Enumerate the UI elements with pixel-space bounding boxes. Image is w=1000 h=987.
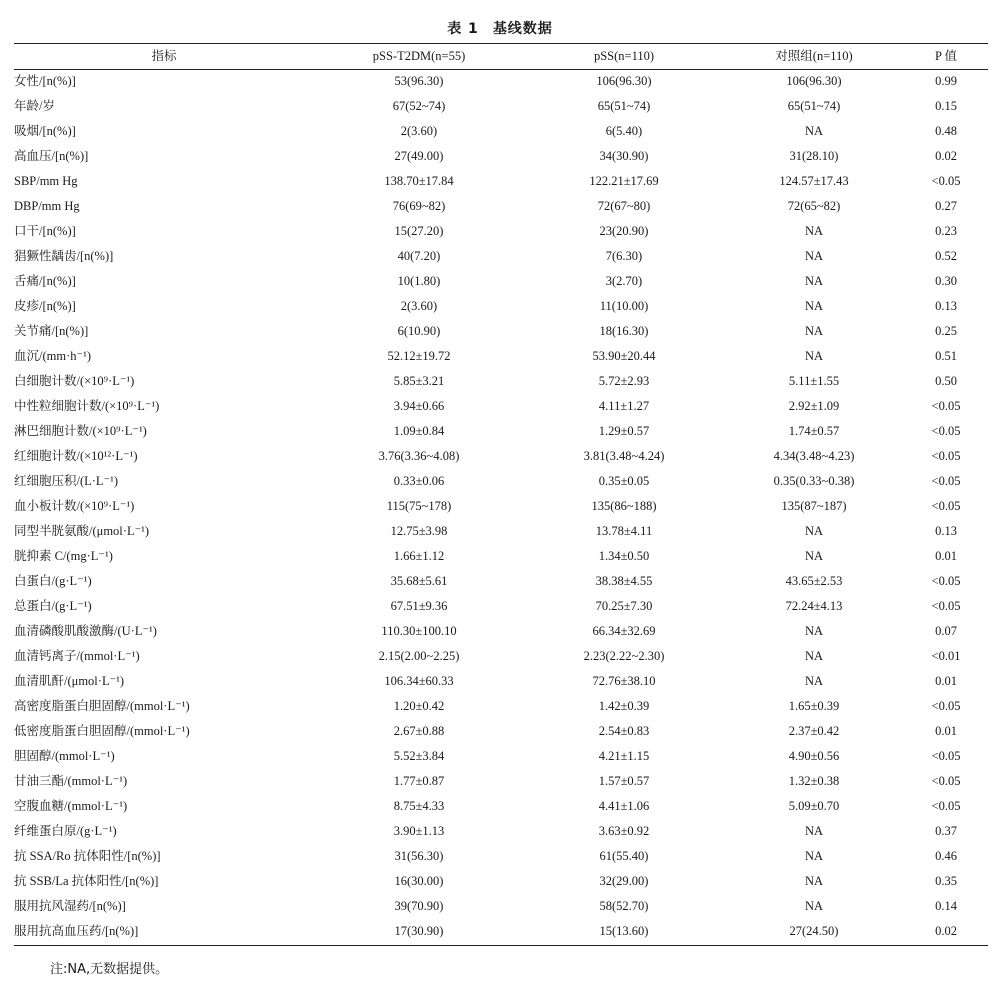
indicator-cell: 抗 SSA/Ro 抗体阳性/[n(%)] <box>14 849 161 863</box>
indicator-cell: 关节痛/[n(%)] <box>14 324 89 338</box>
table-row <box>14 294 988 319</box>
pss-t2dm-cell: 3.76(3.36~4.08) <box>378 449 460 463</box>
p-value-cell: <0.05 <box>931 699 961 713</box>
p-value-cell: 0.07 <box>935 624 957 638</box>
table-row <box>14 719 988 744</box>
pss-cell: 1.29±0.57 <box>598 424 650 438</box>
indicator-cell: 同型半胱氨酸/(μmol·L⁻¹) <box>14 524 150 538</box>
table-row <box>14 919 988 944</box>
p-value-cell: 0.01 <box>935 549 957 563</box>
pss-t2dm-cell: 138.70±17.84 <box>384 174 454 188</box>
table-row <box>14 269 988 294</box>
table-row <box>14 544 988 569</box>
baseline-data-table <box>14 44 988 944</box>
control-cell: 124.57±17.43 <box>779 174 849 188</box>
pss-cell: 2.54±0.83 <box>598 724 650 738</box>
p-value-cell: <0.05 <box>931 774 961 788</box>
pss-cell: 0.35±0.05 <box>598 474 650 488</box>
pss-cell: 38.38±4.55 <box>595 574 653 588</box>
table-caption-title: 基线数据 <box>492 21 553 37</box>
table-row <box>14 169 988 194</box>
indicator-cell: 中性粒细胞计数/(×10⁹·L⁻¹) <box>14 399 160 413</box>
control-cell: 0.35(0.33~0.38) <box>773 474 855 488</box>
p-value-cell: 0.15 <box>935 99 957 113</box>
table-row <box>14 219 988 244</box>
control-cell: 1.65±0.39 <box>788 699 840 713</box>
pss-t2dm-cell: 17(30.90) <box>394 924 444 938</box>
pss-cell: 3.63±0.92 <box>598 824 650 838</box>
pss-cell: 122.21±17.69 <box>589 174 659 188</box>
pss-cell: 61(55.40) <box>599 849 649 863</box>
table-header-row <box>14 44 988 69</box>
p-value-cell: <0.01 <box>931 649 961 663</box>
control-cell: NA <box>804 349 824 363</box>
table-row <box>14 644 988 669</box>
pss-cell: 23(20.90) <box>599 224 649 238</box>
p-value-cell: <0.05 <box>931 749 961 763</box>
control-cell: NA <box>804 274 824 288</box>
control-cell: 43.65±2.53 <box>785 574 843 588</box>
p-value-cell: 0.02 <box>935 149 957 163</box>
control-cell: NA <box>804 849 824 863</box>
p-value-cell: <0.05 <box>931 474 961 488</box>
indicator-cell: 总蛋白/(g·L⁻¹) <box>14 599 92 613</box>
pss-t2dm-cell: 35.68±5.61 <box>390 574 448 588</box>
column-header-pss: pSS(n=110) <box>593 49 655 63</box>
pss-cell: 4.21±1.15 <box>598 749 650 763</box>
indicator-cell: 空腹血糖/(mmol·L⁻¹) <box>14 799 128 813</box>
pss-cell: 7(6.30) <box>605 249 643 263</box>
pss-cell: 1.34±0.50 <box>598 549 650 563</box>
indicator-cell: 血清肌酐/(μmol·L⁻¹) <box>14 674 125 688</box>
p-value-cell: 0.51 <box>935 349 957 363</box>
p-value-cell: <0.05 <box>931 399 961 413</box>
pss-t2dm-cell: 2.15(2.00~2.25) <box>378 649 460 663</box>
table-row <box>14 419 988 444</box>
p-value-cell: 0.02 <box>935 924 957 938</box>
table-row <box>14 244 988 269</box>
table-caption-label: 表 1 <box>447 21 479 37</box>
control-cell: NA <box>804 249 824 263</box>
indicator-cell: 甘油三酯/(mmol·L⁻¹) <box>14 774 128 788</box>
control-cell: NA <box>804 524 824 538</box>
p-value-cell: <0.05 <box>931 174 961 188</box>
table-row <box>14 819 988 844</box>
p-value-cell: 0.48 <box>935 124 957 138</box>
pss-t2dm-cell: 27(49.00) <box>394 149 444 163</box>
pss-cell: 32(29.00) <box>599 874 649 888</box>
pss-t2dm-cell: 5.52±3.84 <box>393 749 445 763</box>
p-value-cell: 0.35 <box>935 874 957 888</box>
p-value-cell: 0.99 <box>935 74 957 88</box>
p-value-cell: <0.05 <box>931 799 961 813</box>
pss-cell: 72(67~80) <box>597 199 651 213</box>
control-cell: NA <box>804 324 824 338</box>
pss-t2dm-cell: 1.20±0.42 <box>393 699 445 713</box>
pss-cell: 1.57±0.57 <box>598 774 650 788</box>
pss-cell: 4.41±1.06 <box>598 799 650 813</box>
pss-cell: 72.76±38.10 <box>592 674 656 688</box>
indicator-cell: 胱抑素 C/(mg·L⁻¹) <box>14 549 113 563</box>
indicator-cell: 血清钙离子/(mmol·L⁻¹) <box>14 649 140 663</box>
pss-cell: 53.90±20.44 <box>592 349 656 363</box>
pss-t2dm-cell: 115(75~178) <box>386 499 452 513</box>
pss-t2dm-cell: 0.33±0.06 <box>393 474 445 488</box>
pss-cell: 11(10.00) <box>599 299 649 313</box>
control-cell: 72.24±4.13 <box>785 599 843 613</box>
pss-cell: 4.11±1.27 <box>598 399 650 413</box>
pss-t2dm-cell: 1.66±1.12 <box>393 549 445 563</box>
table-row <box>14 344 988 369</box>
p-value-cell: 0.27 <box>935 199 957 213</box>
table-row <box>14 594 988 619</box>
table-row <box>14 619 988 644</box>
control-cell: NA <box>804 649 824 663</box>
p-value-cell: <0.05 <box>931 449 961 463</box>
control-cell: NA <box>804 874 824 888</box>
column-header-p-value: P 值 <box>934 49 958 63</box>
table-row <box>14 369 988 394</box>
indicator-cell: 服用抗高血压药/[n(%)] <box>14 924 139 938</box>
control-cell: 27(24.50) <box>789 924 839 938</box>
pss-cell: 106(96.30) <box>596 74 652 88</box>
pss-t2dm-cell: 110.30±100.10 <box>381 624 457 638</box>
pss-t2dm-cell: 3.94±0.66 <box>393 399 445 413</box>
p-value-cell: 0.14 <box>935 899 957 913</box>
pss-cell: 5.72±2.93 <box>598 374 650 388</box>
p-value-cell: 0.13 <box>935 524 957 538</box>
p-value-cell: 0.37 <box>935 824 957 838</box>
p-value-cell: 0.23 <box>935 224 957 238</box>
indicator-cell: DBP/mm Hg <box>14 199 80 213</box>
indicator-cell: 白蛋白/(g·L⁻¹) <box>14 574 92 588</box>
control-cell: NA <box>804 549 824 563</box>
table-row <box>14 694 988 719</box>
pss-t2dm-cell: 8.75±4.33 <box>393 799 445 813</box>
p-value-cell: <0.05 <box>931 499 961 513</box>
control-cell: NA <box>804 824 824 838</box>
table-row <box>14 69 988 94</box>
control-cell: NA <box>804 624 824 638</box>
column-header-pss-t2dm: pSS-T2DM(n=55) <box>372 49 466 63</box>
indicator-cell: 服用抗风湿药/[n(%)] <box>14 899 126 913</box>
control-cell: NA <box>804 299 824 313</box>
pss-t2dm-cell: 12.75±3.98 <box>390 524 448 538</box>
table-row <box>14 469 988 494</box>
pss-t2dm-cell: 6(10.90) <box>397 324 441 338</box>
table-row <box>14 519 988 544</box>
table-row <box>14 319 988 344</box>
control-cell: 4.34(3.48~4.23) <box>773 449 855 463</box>
control-cell: NA <box>804 674 824 688</box>
indicator-cell: 红细胞计数/(×10¹²·L⁻¹) <box>14 449 138 463</box>
pss-cell: 2.23(2.22~2.30) <box>583 649 665 663</box>
table-row <box>14 94 988 119</box>
indicator-cell: 纤维蛋白原/(g·L⁻¹) <box>14 824 117 838</box>
pss-cell: 3.81(3.48~4.24) <box>583 449 665 463</box>
table-row <box>14 744 988 769</box>
control-cell: NA <box>804 899 824 913</box>
control-cell: NA <box>804 124 824 138</box>
indicator-cell: 血小板计数/(×10⁹·L⁻¹) <box>14 499 135 513</box>
pss-cell: 135(86~188) <box>591 499 657 513</box>
column-header-control: 对照组(n=110) <box>775 49 853 63</box>
control-cell: 72(65~82) <box>787 199 841 213</box>
indicator-cell: 猖獗性龋齿/[n(%)] <box>14 249 114 263</box>
pss-cell: 66.34±32.69 <box>592 624 656 638</box>
pss-t2dm-cell: 67(52~74) <box>392 99 446 113</box>
table-footnote: 注:NA,无数据提供。 <box>50 962 169 977</box>
indicator-cell: 淋巴细胞计数/(×10⁹·L⁻¹) <box>14 424 147 438</box>
indicator-cell: 年龄/岁 <box>14 99 55 113</box>
p-value-cell: 0.01 <box>935 674 957 688</box>
table-row <box>14 669 988 694</box>
indicator-cell: 胆固醇/(mmol·L⁻¹) <box>14 749 115 763</box>
column-header-indicator: 指标 <box>151 49 177 63</box>
pss-cell: 18(16.30) <box>599 324 649 338</box>
p-value-cell: 0.25 <box>935 324 957 338</box>
table-row <box>14 569 988 594</box>
pss-cell: 1.42±0.39 <box>598 699 650 713</box>
pss-t2dm-cell: 53(96.30) <box>394 74 444 88</box>
table-row <box>14 194 988 219</box>
pss-t2dm-cell: 39(70.90) <box>394 899 444 913</box>
table-body <box>14 69 988 944</box>
p-value-cell: 0.50 <box>935 374 957 388</box>
indicator-cell: 血清磷酸肌酸激酶/(U·L⁻¹) <box>14 624 157 638</box>
pss-t2dm-cell: 31(56.30) <box>394 849 444 863</box>
indicator-cell: 皮疹/[n(%)] <box>14 299 76 313</box>
table-row <box>14 119 988 144</box>
indicator-cell: 吸烟/[n(%)] <box>14 124 76 138</box>
control-cell: 1.74±0.57 <box>788 424 840 438</box>
control-cell: 31(28.10) <box>789 149 839 163</box>
table-row <box>14 769 988 794</box>
indicator-cell: 高密度脂蛋白胆固醇/(mmol·L⁻¹) <box>14 699 190 713</box>
pss-t2dm-cell: 1.09±0.84 <box>393 424 445 438</box>
indicator-cell: 白细胞计数/(×10⁹·L⁻¹) <box>14 374 135 388</box>
control-cell: NA <box>804 224 824 238</box>
pss-cell: 13.78±4.11 <box>595 524 653 538</box>
p-value-cell: 0.52 <box>935 249 957 263</box>
table-bottom-rule <box>14 945 988 946</box>
pss-t2dm-cell: 2(3.60) <box>400 124 438 138</box>
indicator-cell: 抗 SSB/La 抗体阳性/[n(%)] <box>14 874 159 888</box>
pss-t2dm-cell: 10(1.80) <box>397 274 441 288</box>
pss-t2dm-cell: 5.85±3.21 <box>393 374 445 388</box>
p-value-cell: 0.13 <box>935 299 957 313</box>
indicator-cell: SBP/mm Hg <box>14 174 78 188</box>
pss-t2dm-cell: 1.77±0.87 <box>393 774 445 788</box>
pss-t2dm-cell: 76(69~82) <box>392 199 446 213</box>
table-row <box>14 894 988 919</box>
indicator-cell: 高血压/[n(%)] <box>14 149 89 163</box>
p-value-cell: <0.05 <box>931 599 961 613</box>
control-cell: 5.11±1.55 <box>788 374 840 388</box>
indicator-cell: 舌痛/[n(%)] <box>14 274 76 288</box>
pss-t2dm-cell: 2.67±0.88 <box>393 724 445 738</box>
control-cell: 106(96.30) <box>786 74 842 88</box>
pss-t2dm-cell: 2(3.60) <box>400 299 438 313</box>
p-value-cell: 0.30 <box>935 274 957 288</box>
table-row <box>14 869 988 894</box>
table-row <box>14 494 988 519</box>
pss-t2dm-cell: 40(7.20) <box>397 249 441 263</box>
table-caption <box>0 18 1000 38</box>
pss-cell: 65(51~74) <box>597 99 651 113</box>
table-row <box>14 794 988 819</box>
pss-t2dm-cell: 16(30.00) <box>394 874 444 888</box>
control-cell: 1.32±0.38 <box>788 774 840 788</box>
table-row <box>14 444 988 469</box>
pss-cell: 15(13.60) <box>599 924 649 938</box>
table-row <box>14 144 988 169</box>
p-value-cell: 0.46 <box>935 849 957 863</box>
pss-cell: 70.25±7.30 <box>595 599 653 613</box>
pss-cell: 34(30.90) <box>599 149 649 163</box>
table-row <box>14 394 988 419</box>
pss-t2dm-cell: 3.90±1.13 <box>393 824 445 838</box>
pss-cell: 58(52.70) <box>599 899 649 913</box>
table-row <box>14 844 988 869</box>
control-cell: 4.90±0.56 <box>788 749 840 763</box>
indicator-cell: 女性/[n(%)] <box>14 74 76 88</box>
p-value-cell: <0.05 <box>931 424 961 438</box>
indicator-cell: 血沉/(mm·h⁻¹) <box>14 349 92 363</box>
control-cell: 65(51~74) <box>787 99 841 113</box>
pss-t2dm-cell: 52.12±19.72 <box>387 349 451 363</box>
indicator-cell: 红细胞压积/(L·L⁻¹) <box>14 474 119 488</box>
p-value-cell: <0.05 <box>931 574 961 588</box>
p-value-cell: 0.01 <box>935 724 957 738</box>
pss-t2dm-cell: 106.34±60.33 <box>384 674 454 688</box>
pss-t2dm-cell: 15(27.20) <box>394 224 444 238</box>
pss-cell: 6(5.40) <box>605 124 643 138</box>
control-cell: 135(87~187) <box>781 499 847 513</box>
indicator-cell: 口干/[n(%)] <box>14 224 76 238</box>
indicator-cell: 低密度脂蛋白胆固醇/(mmol·L⁻¹) <box>14 724 190 738</box>
pss-t2dm-cell: 67.51±9.36 <box>390 599 448 613</box>
control-cell: 2.37±0.42 <box>788 724 840 738</box>
pss-cell: 3(2.70) <box>605 274 643 288</box>
control-cell: 2.92±1.09 <box>788 399 840 413</box>
control-cell: 5.09±0.70 <box>788 799 840 813</box>
